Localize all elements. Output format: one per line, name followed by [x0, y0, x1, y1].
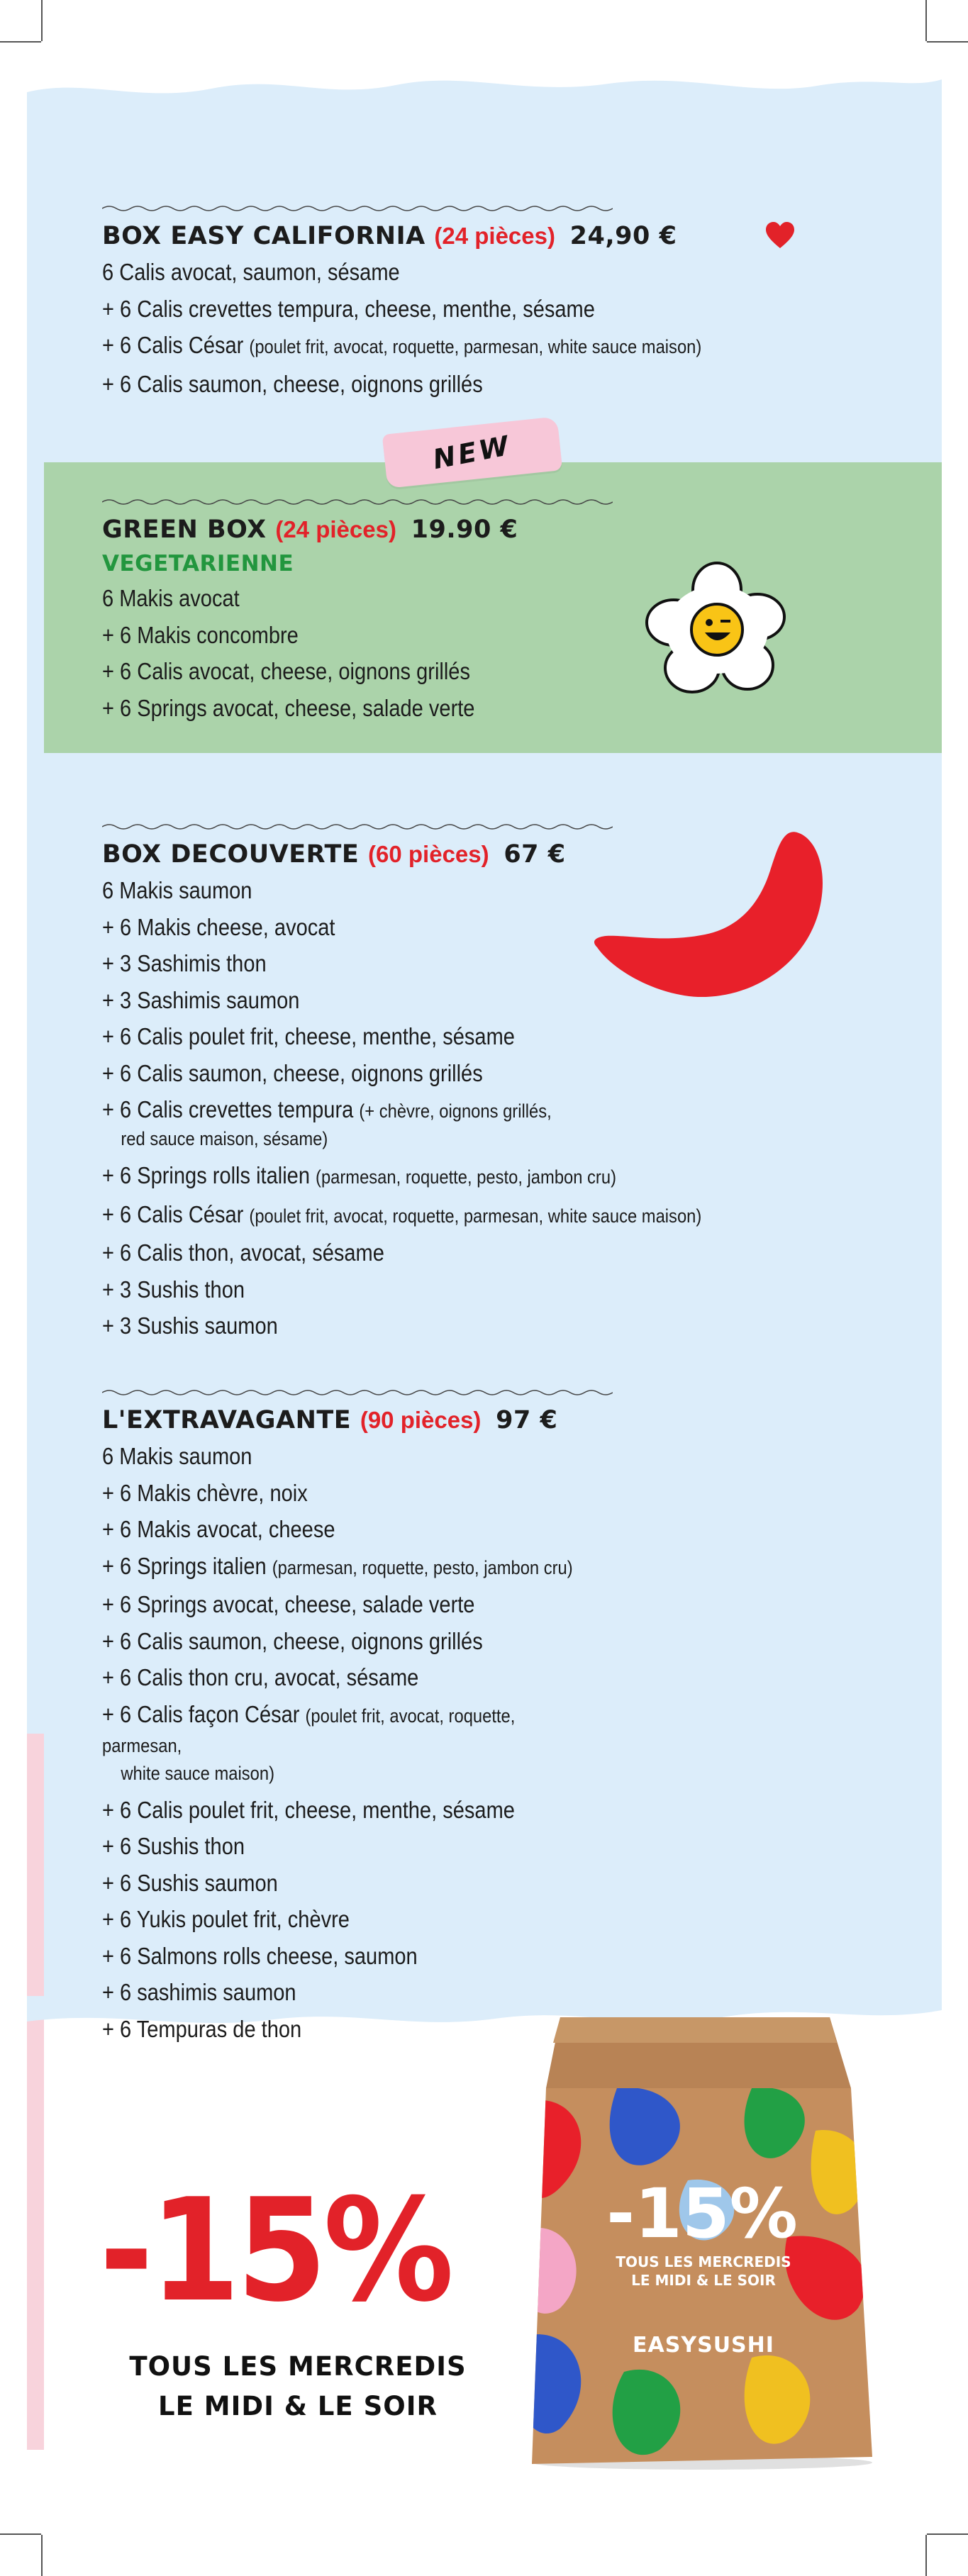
- promo-discount: -15%: [99, 2168, 450, 2334]
- wavy-divider: [102, 1388, 613, 1397]
- bag-discount: -15%: [606, 2174, 798, 2253]
- box-title: [102, 512, 896, 547]
- list-item: + 6 Makis chèvre, noix: [102, 1479, 308, 1506]
- extravagante-box: [102, 1388, 896, 2047]
- crop-mark: [0, 41, 41, 43]
- list-item: + 6 Calis saumon, cheese, oignons grillés: [102, 370, 483, 397]
- list-item: + 6 Springs rolls italien (parmesan, roquette, pesto, jambon cru): [102, 1162, 616, 1188]
- bag-line-1: TOUS LES MERCREDIS: [616, 2253, 791, 2270]
- list-item: + 6 Sushis saumon: [102, 1869, 278, 1896]
- paper-bag-illustration: [518, 2003, 886, 2471]
- box-price: 67 €: [504, 840, 566, 869]
- list-item: + 6 Sushis thon: [102, 1833, 245, 1859]
- crop-mark: [41, 2535, 43, 2576]
- list-item: + 6 Calis thon cru, avocat, sésame: [102, 1664, 419, 1690]
- vegetarian-label: VEGETARIENNE: [102, 551, 294, 576]
- box-piece-count: (24 pièces): [434, 223, 555, 249]
- box-items: [102, 254, 896, 402]
- list-item: + 6 Calis façon César (poulet frit, avocat, roquette, parmesan, white sauce maison): [102, 1700, 516, 1784]
- box-price: 97 €: [496, 1406, 558, 1434]
- wavy-divider: [102, 204, 613, 213]
- box-title: [102, 1403, 896, 1438]
- box-piece-count: (60 pièces): [368, 841, 489, 867]
- list-item: + 3 Sashimis thon: [102, 950, 267, 976]
- list-item: + 6 sashimis saumon: [102, 1979, 296, 2005]
- crop-mark: [0, 2533, 41, 2535]
- flower-icon: [642, 560, 791, 702]
- list-item: + 6 Makis avocat, cheese: [102, 1516, 335, 1542]
- list-item: + 6 Calis saumon, cheese, oignons grillés: [102, 1059, 483, 1086]
- red-pepper-shape: [591, 828, 833, 1034]
- crop-mark: [927, 2533, 968, 2535]
- list-item: + 6 Tempuras de thon: [102, 2015, 302, 2042]
- box-piece-count: (90 pièces): [360, 1407, 482, 1433]
- list-item: + 6 Springs avocat, cheese, salade verte: [102, 1591, 475, 1617]
- list-item: + 3 Sushis thon: [102, 1276, 245, 1303]
- list-item: + 6 Calis saumon, cheese, oignons grillés: [102, 1627, 483, 1654]
- box-price: 19.90 €: [411, 515, 518, 544]
- list-item: 6 Makis saumon: [102, 877, 252, 903]
- list-item: + 6 Calis César (poulet frit, avocat, roquette, parmesan, white sauce maison): [102, 1200, 702, 1227]
- list-item: 6 Makis avocat: [102, 585, 240, 611]
- promo-line-1: TOUS LES MERCREDIS: [129, 2351, 467, 2382]
- list-item: + 6 Springs italien (parmesan, roquette, pesto, jambon cru): [102, 1552, 573, 1579]
- heart-icon: [764, 221, 796, 250]
- box-name: BOX DECOUVERTE: [102, 840, 360, 869]
- box-name: GREEN BOX: [102, 515, 267, 544]
- wavy-divider: [102, 823, 613, 831]
- list-item: + 6 Calis poulet frit, cheese, menthe, sésame: [102, 1023, 515, 1049]
- list-item: + 6 Springs avocat, cheese, salade verte: [102, 694, 475, 721]
- pink-strip: [27, 1734, 44, 2450]
- list-item: + 6 Calis César (poulet frit, avocat, roquette, parmesan, white sauce maison): [102, 332, 702, 358]
- list-item: + 6 Calis thon, avocat, sésame: [102, 1239, 384, 1266]
- promo-subtitle: [99, 2347, 496, 2426]
- box-piece-count: (24 pièces): [275, 516, 396, 542]
- list-item: + 6 Yukis poulet frit, chèvre: [102, 1906, 350, 1932]
- list-item: + 6 Calis crevettes tempura, cheese, menthe, sésame: [102, 295, 595, 322]
- crop-mark: [925, 0, 927, 41]
- bag-line-2: LE MIDI & LE SOIR: [631, 2272, 776, 2289]
- list-item: + 6 Calis poulet frit, cheese, menthe, sésame: [102, 1796, 515, 1823]
- crop-mark: [927, 41, 968, 43]
- list-item: + 6 Makis concombre: [102, 621, 299, 648]
- wavy-divider: [102, 498, 613, 506]
- list-item: + 6 Calis crevettes tempura (+ chèvre, oignons grillés, red sauce maison, sésame): [102, 1096, 552, 1149]
- bag-brand-logo: EASYSUSHI: [633, 2333, 774, 2358]
- crop-mark: [925, 2535, 927, 2576]
- list-item: 6 Calis avocat, saumon, sésame: [102, 259, 400, 285]
- new-tag-label: NEW: [430, 429, 515, 476]
- box-items: [102, 1438, 896, 2047]
- list-item: + 6 Makis cheese, avocat: [102, 913, 335, 940]
- list-item: + 3 Sashimis saumon: [102, 986, 300, 1013]
- list-item: + 6 Salmons rolls cheese, saumon: [102, 1942, 418, 1969]
- list-item: + 3 Sushis saumon: [102, 1312, 278, 1339]
- list-item: 6 Makis saumon: [102, 1443, 252, 1469]
- box-name: BOX EASY CALIFORNIA: [102, 222, 425, 250]
- list-item: + 6 Calis avocat, cheese, oignons grillés: [102, 658, 470, 684]
- crop-mark: [41, 0, 43, 41]
- box-name: L'EXTRAVAGANTE: [102, 1406, 352, 1434]
- promo-line-2: LE MIDI & LE SOIR: [158, 2391, 438, 2421]
- box-price: 24,90 €: [569, 222, 677, 250]
